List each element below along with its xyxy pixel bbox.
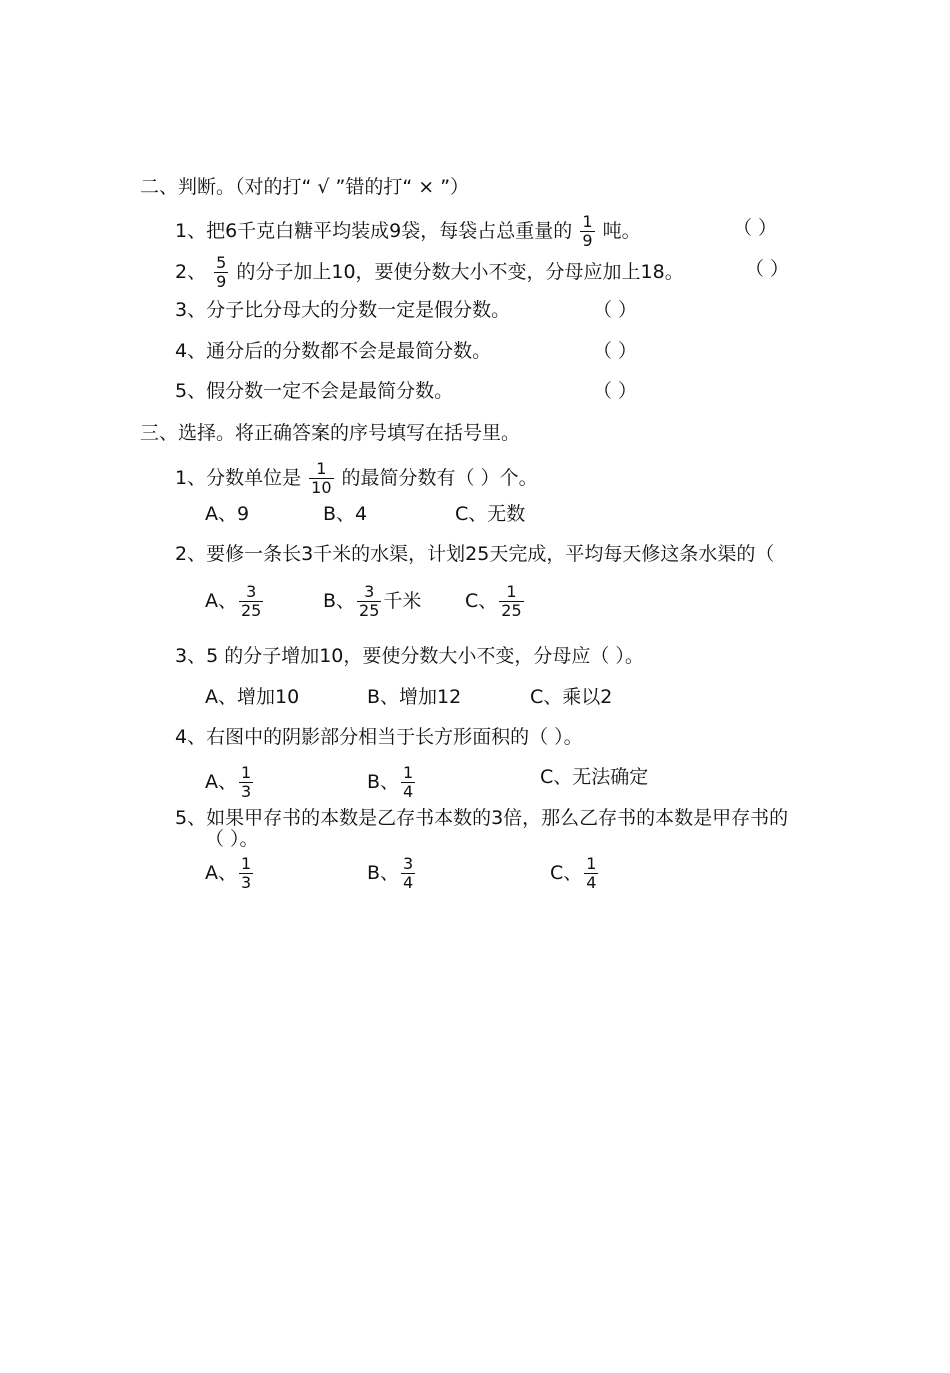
fraction: $\frac{1}{9}$: [582, 212, 593, 250]
option-b[interactable]: B、4: [323, 503, 368, 525]
option-a[interactable]: A、9: [205, 503, 250, 525]
fraction: $\frac{1}{3}$: [241, 763, 252, 801]
option-b[interactable]: B、增加12: [367, 686, 462, 708]
choice-q1: 1、分数单位是 $\frac{1}{10}$ 的最简分数有（ ）个。: [175, 459, 538, 497]
section2-title: 二、判断。（对的打“ √ ”错的打“ × ”）: [140, 176, 470, 198]
choice-q2: 2、要修一条长3千米的水渠，计划25天完成，平均每天修这条水渠的（: [175, 543, 775, 565]
option-c[interactable]: C、 $\frac{1}{4}$: [550, 854, 597, 892]
fraction: $\frac{5}{9}$: [216, 253, 227, 291]
option-a[interactable]: A、 $\frac{3}{25}$: [205, 582, 262, 620]
section3-title: 三、选择。将正确答案的序号填写在括号里。: [140, 422, 521, 444]
fraction: $\frac{3}{25}$: [359, 582, 380, 620]
fraction: $\frac{1}{10}$: [311, 459, 332, 497]
answer-paren[interactable]: （ ）: [593, 340, 638, 362]
judge-q5: 5、假分数一定不会是最简分数。: [175, 380, 454, 402]
judge-q3: 3、分子比分母大的分数一定是假分数。: [175, 299, 511, 321]
judge-q4: 4、通分后的分数都不会是最简分数。: [175, 340, 492, 362]
choice-q4: 4、右图中的阴影部分相当于长方形面积的（ ）。: [175, 726, 583, 748]
option-a[interactable]: A、增加10: [205, 686, 300, 708]
judge-q1: 1、把6千克白糖平均装成9袋，每袋占总重量的 $\frac{1}{9}$ 吨。: [175, 212, 641, 250]
fraction: $\frac{1}{25}$: [501, 582, 522, 620]
option-a[interactable]: A、 $\frac{1}{3}$: [205, 854, 252, 892]
choice-q5: 5、如果甲存书的本数是乙存书本数的3倍，那么乙存书的本数是甲存书的: [175, 807, 789, 829]
answer-paren[interactable]: （ ）: [593, 299, 638, 321]
fraction: $\frac{3}{25}$: [241, 582, 262, 620]
option-b[interactable]: B、 $\frac{3}{25}$ 千米: [323, 582, 422, 620]
judge-q1-text: 1、把6千克白糖平均装成9袋，每袋占总重量的: [175, 220, 573, 242]
choice-q3: 3、5 的分子增加10，要使分数大小不变，分母应（ ）。: [175, 645, 644, 667]
option-c[interactable]: C、乘以2: [530, 686, 613, 708]
fraction: $\frac{1}{3}$: [241, 854, 252, 892]
fraction: $\frac{1}{4}$: [586, 854, 597, 892]
option-c[interactable]: C、 $\frac{1}{25}$: [465, 582, 522, 620]
option-c[interactable]: C、无数: [455, 503, 526, 525]
judge-q2: 2、 $\frac{5}{9}$ 的分子加上10，要使分数大小不变，分母应加上18。: [175, 253, 684, 291]
option-c[interactable]: C、无法确定: [540, 766, 649, 788]
option-b[interactable]: B、 $\frac{1}{4}$: [367, 763, 414, 801]
answer-paren[interactable]: （ ）: [745, 258, 790, 280]
option-b[interactable]: B、 $\frac{3}{4}$: [367, 854, 414, 892]
fraction: $\frac{3}{4}$: [403, 854, 414, 892]
answer-paren[interactable]: （ ）: [733, 217, 778, 239]
fraction: $\frac{1}{4}$: [403, 763, 414, 801]
answer-paren[interactable]: （ ）: [593, 380, 638, 402]
option-a[interactable]: A、 $\frac{1}{3}$: [205, 763, 252, 801]
answer-paren[interactable]: （ ）。: [205, 828, 259, 850]
